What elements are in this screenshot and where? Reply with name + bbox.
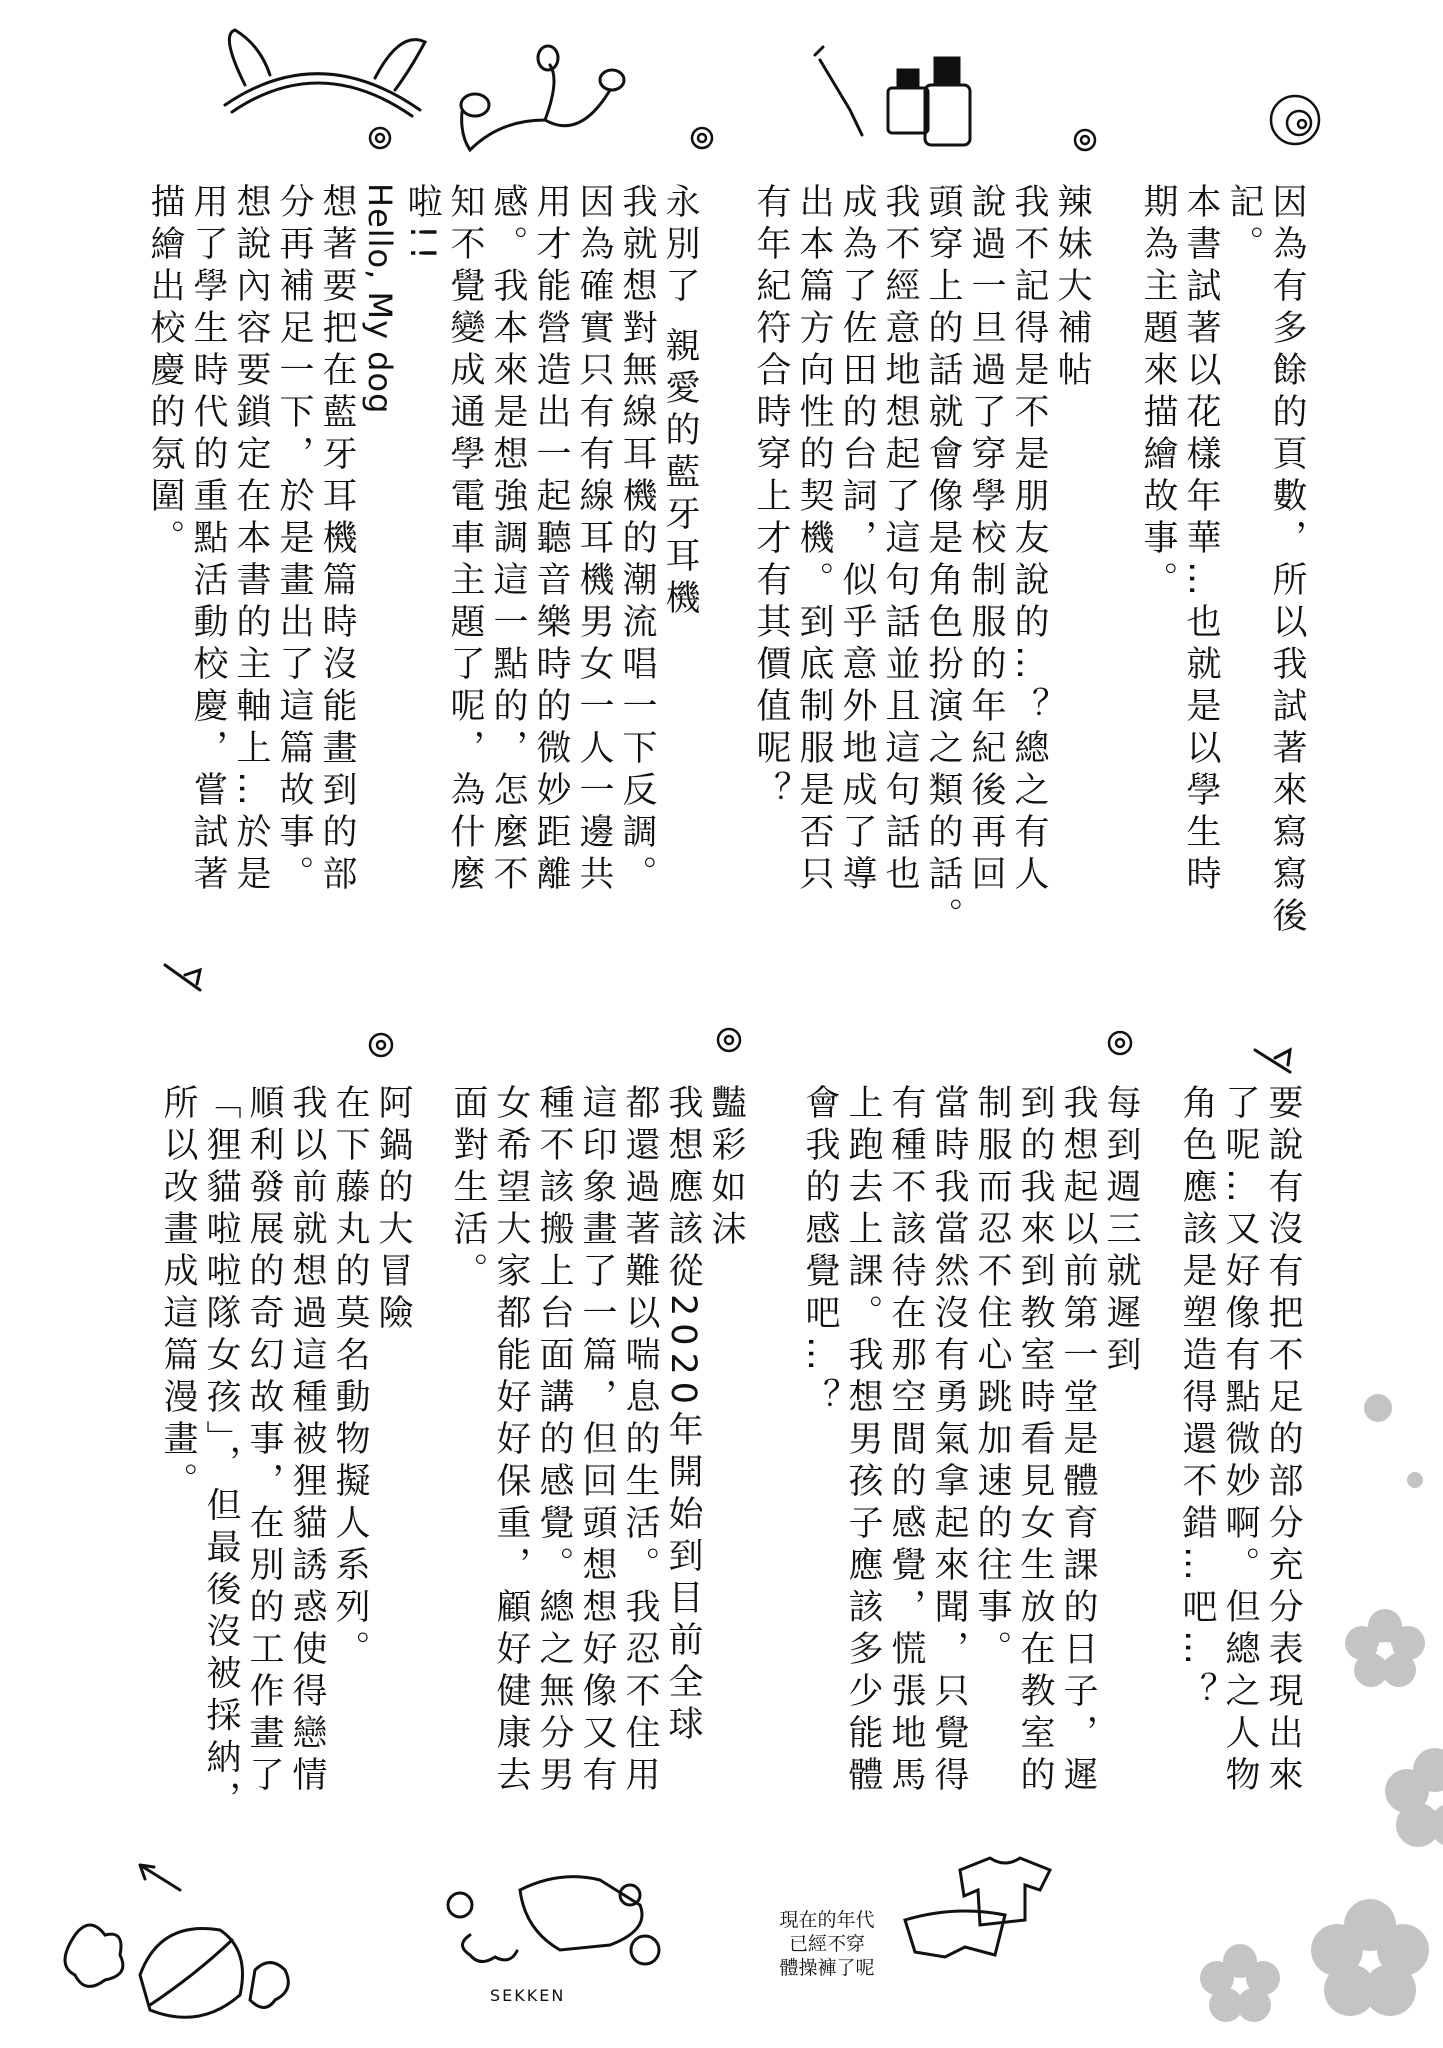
section-hello-dog — [143, 183, 401, 897]
soap-icon — [448, 1877, 659, 1964]
soap-label: SEKKEN — [490, 1986, 566, 2005]
text-column: 我不經意地想起了這句話並且這句話也 — [880, 183, 920, 897]
section-title: 豔彩如沫 — [706, 1084, 746, 1252]
text-column: 面對生活。 — [448, 1084, 488, 1294]
section-bluetooth — [400, 183, 701, 897]
text-column: 我不記得是不是朋友說的…？總之有人 — [1009, 183, 1049, 897]
text-column: 描繪出校慶的氛圍。 — [145, 183, 185, 561]
text-column: 我就想對無線耳機的潮流唱一下反調。 — [617, 183, 657, 897]
text-column: 「狸貓啦啦隊女孩」，但最後沒被採納， — [201, 1084, 241, 1823]
section-title: 每到週三就遲到 — [1101, 1084, 1141, 1378]
shorts-icon — [905, 1911, 1005, 1957]
text-column: 成為了佐田的台詞，似乎意外地成了導 — [837, 183, 877, 897]
text-column: 本書試著以花樣年華…也就是以學生時 — [1181, 183, 1221, 897]
text-column: 要說有沒有把不足的部分充分表現出來 — [1263, 1084, 1303, 1798]
leaf-icon — [65, 1925, 288, 2017]
text-column: 想說內容要鎖定在本書的主軸上…於是 — [231, 183, 271, 897]
section-wednesday — [798, 1084, 1142, 1798]
text-column: 我想起以前第一堂是體育課的日子，遲 — [1058, 1084, 1098, 1798]
text-column: 會我的感覺吧…？ — [800, 1084, 840, 1420]
caption-line: 現在的年代 — [779, 1909, 875, 1931]
text-column: 在下藤丸的莫名動物擬人系列。 — [330, 1084, 370, 1672]
section-intro — [1136, 183, 1308, 939]
earphones-icon — [461, 46, 624, 150]
text-column: 了呢…又好像有點微妙啊。但總之人物 — [1220, 1084, 1260, 1798]
text-column: 我以前就想過這種被狸貓誘惑使得戀情 — [287, 1084, 327, 1798]
section-gal-guide — [749, 183, 1093, 939]
text-column: 頭穿上的話就會像是角色扮演之類的話。 — [923, 183, 963, 939]
nail-polish-icon — [815, 47, 970, 145]
text-column: 用才能營造出一起聽音樂時的微妙距離 — [531, 183, 571, 897]
section-title: Hello, My dog — [361, 183, 399, 415]
section-title: 辣妹大補帖 — [1052, 183, 1092, 393]
section-title: 永別了 親愛的藍牙耳機 — [660, 183, 700, 622]
text-column: 記。 — [1224, 183, 1264, 267]
text-column: 當時我當然沒有勇氣拿起來聞，只覺得 — [929, 1084, 969, 1798]
text-column: 女希望大家都能好好保重，顧好健康去 — [491, 1084, 531, 1798]
text-column: 想著要把在藍牙耳機篇時沒能畫到的部 — [317, 183, 357, 897]
text-column: 期為主題來描繪故事。 — [1138, 183, 1178, 603]
text-column: 順利發展的奇幻故事，在別的工作畫了 — [244, 1084, 284, 1798]
text-column: 角色應該是塑造得還不錯…吧…？ — [1177, 1084, 1217, 1714]
section-hello-dog-cont — [1175, 1084, 1304, 1798]
text-column: 上跑去上課。我想男孩子應該多少能體 — [843, 1084, 883, 1798]
text-column: 出本篇方向性的契機。到底制服是否只 — [794, 183, 834, 897]
text-column: 分再補足一下，於是畫出了這篇故事。 — [274, 183, 314, 897]
text-column: 這印象畫了一篇，但回頭想想好像又有 — [577, 1084, 617, 1798]
text-column: 都還過著難以喘息的生活。我忍不住用 — [620, 1084, 660, 1798]
text-column: 我想應該從2020年開始到目前全球 — [663, 1084, 703, 1748]
caption-line: 已經不穿 — [788, 1933, 865, 1955]
text-column: 因為確實只有有線耳機男女一人一邊共 — [574, 183, 614, 897]
section-title: 阿鍋的大冒險 — [373, 1084, 413, 1336]
text-column: 所以改畫成這篇漫畫。 — [158, 1084, 198, 1504]
text-column: 制服而忍不住心跳加速的往事。 — [972, 1084, 1012, 1672]
text-column: 用了學生時代的重點活動校慶，嘗試著 — [188, 183, 228, 897]
text-column: 知不覺變成通學電車主題了呢，為什麼 — [445, 183, 485, 897]
text-column: 感。我本來是想強調這一點的，怎麼不 — [488, 183, 528, 897]
text-column: 啦!! — [402, 183, 442, 268]
text-column: 因為有多餘的頁數，所以我試著來寫寫後 — [1267, 183, 1307, 939]
text-column: 種不該搬上台面講的感覺。總之無分男 — [534, 1084, 574, 1798]
caption-line: 體操褲了呢 — [779, 1957, 875, 1979]
text-column: 到的我來到教室時看見女生放在教室的 — [1015, 1084, 1055, 1798]
headband-icon — [225, 30, 425, 116]
text-column: 有種不該待在那空間的感覺，慌張地馬 — [886, 1084, 926, 1798]
section-vivid — [446, 1084, 747, 1798]
section-anabe — [156, 1084, 414, 1823]
illustration-caption — [752, 1908, 902, 1980]
text-column: 說過一旦過了穿學校制服的年紀後再回 — [966, 183, 1006, 897]
text-column: 有年紀符合時穿上才有其價值呢？ — [751, 183, 791, 813]
